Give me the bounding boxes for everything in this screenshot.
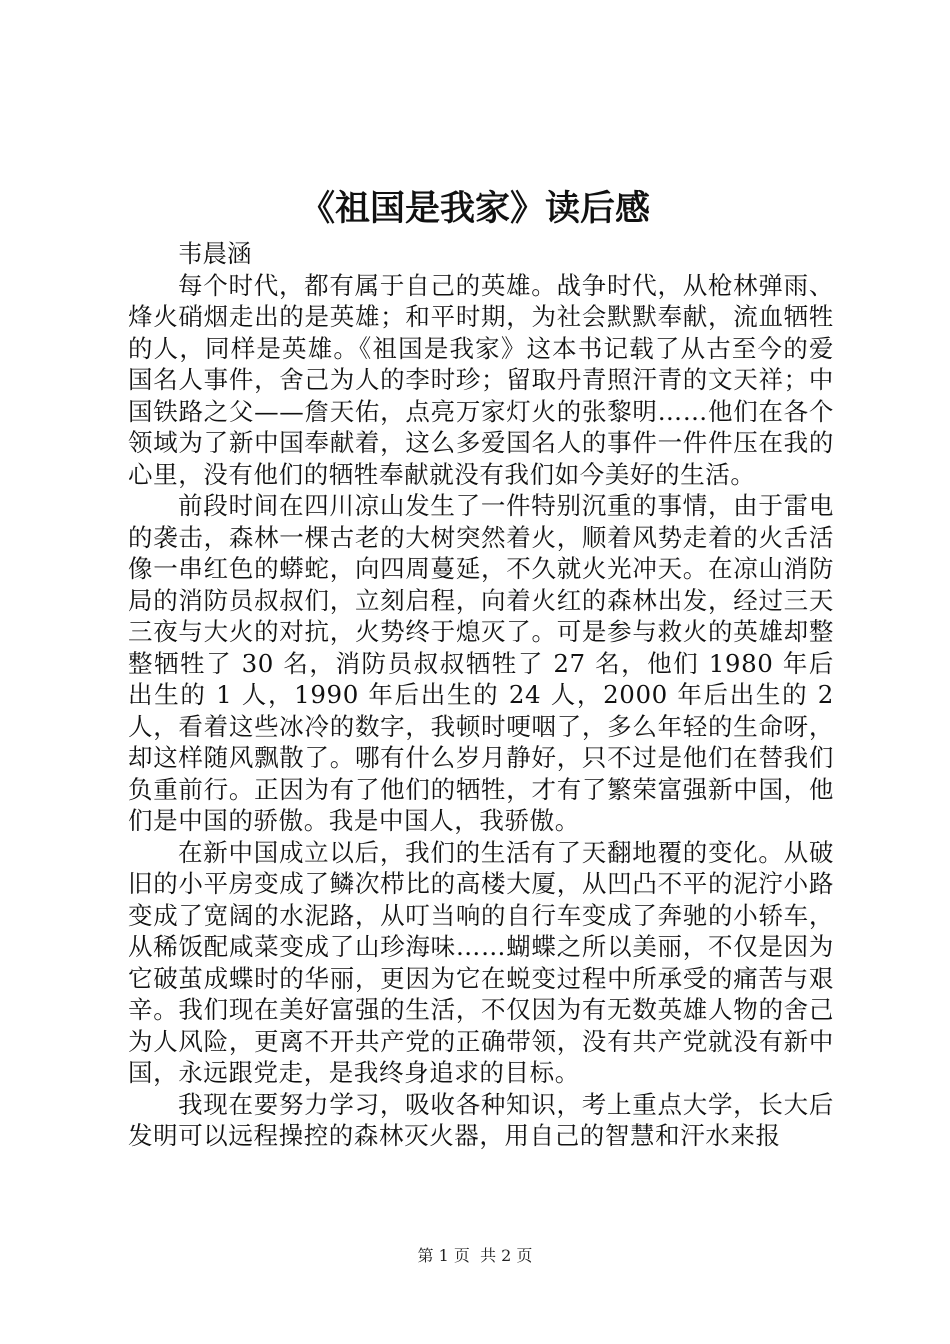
document-body [128, 238, 834, 1152]
paragraph-3: 在新中国成立以后，我们的生活有了天翻地覆的变化。从破旧的小平房变成了鳞次栉比的高楼大厦，从凹凸不平的泥泞小路变成了宽阔的水泥路，从叮当响的自行车变成了奔驰的小轿车，从稀饭配咸菜变成了山珍海味……蝴蝶之所以美丽，不仅是因为它破茧成蝶时的华丽，更因为它在蜕变过程中所承受的痛苦与艰辛。我们现在美好富强的生活，不仅因为有无数英雄人物的舍己为人风险，更离不开共产党的正确带领，没有共产党就没有新中国，永远跟党走，是我终身追求的目标。 [128, 837, 834, 1087]
paragraph-2: 前段时间在四川凉山发生了一件特别沉重的事情，由于雷电的袭击，森林一棵古老的大树突然着火，顺着风势走着的火舌活像一串红色的蟒蛇，向四周蔓延，不久就火光冲天。在凉山消防局的消防员叔叔们，立刻启程，向着火红的森林出发，经过三天三夜与大火的对抗，火势终于熄灭了。可是参与救火的英雄却整整牺牲了 30 名，消防员叔叔牺牲了 27 名，他们 1980 年后出生的 1 人，1990 年后出生的 24 人，2000 年后出生的 2 人，看着这些冰冷的数字，我顿时哽咽了，多么年轻的生命呀，却这样随风飘散了。哪有什么岁月静好，只不过是他们在替我们负重前行。正因为有了他们的牺牲，才有了繁荣富强新中国，他们是中国的骄傲。我是中国人，我骄傲。 [128, 491, 834, 835]
paragraph-1: 每个时代，都有属于自己的英雄。战争时代，从枪林弹雨、烽火硝烟走出的是英雄；和平时期，为社会默默奉献，流血牺牲的人，同样是英雄。《祖国是我家》这本书记载了从古至今的爱国名人事件，舍己为人的李时珍；留取丹青照汗青的文天祥；中国铁路之父——詹天佑，点亮万家灯火的张黎明……他们在各个领域为了新中国奉献着，这么多爱国名人的事件一件件压在我的心里，没有他们的牺牲奉献就没有我们如今美好的生活。 [128, 270, 834, 489]
document-title: 《祖国是我家》读后感 [299, 188, 650, 229]
page-number: 第 1 页 共 2 页 [417, 1246, 533, 1265]
author-name: 韦晨涵 [178, 239, 252, 268]
paragraph-4: 我现在要努力学习，吸收各种知识，考上重点大学，长大后发明可以远程操控的森林灭火器，用自己的智慧和汗水来报 [128, 1089, 834, 1150]
page-footer [0, 1246, 950, 1266]
